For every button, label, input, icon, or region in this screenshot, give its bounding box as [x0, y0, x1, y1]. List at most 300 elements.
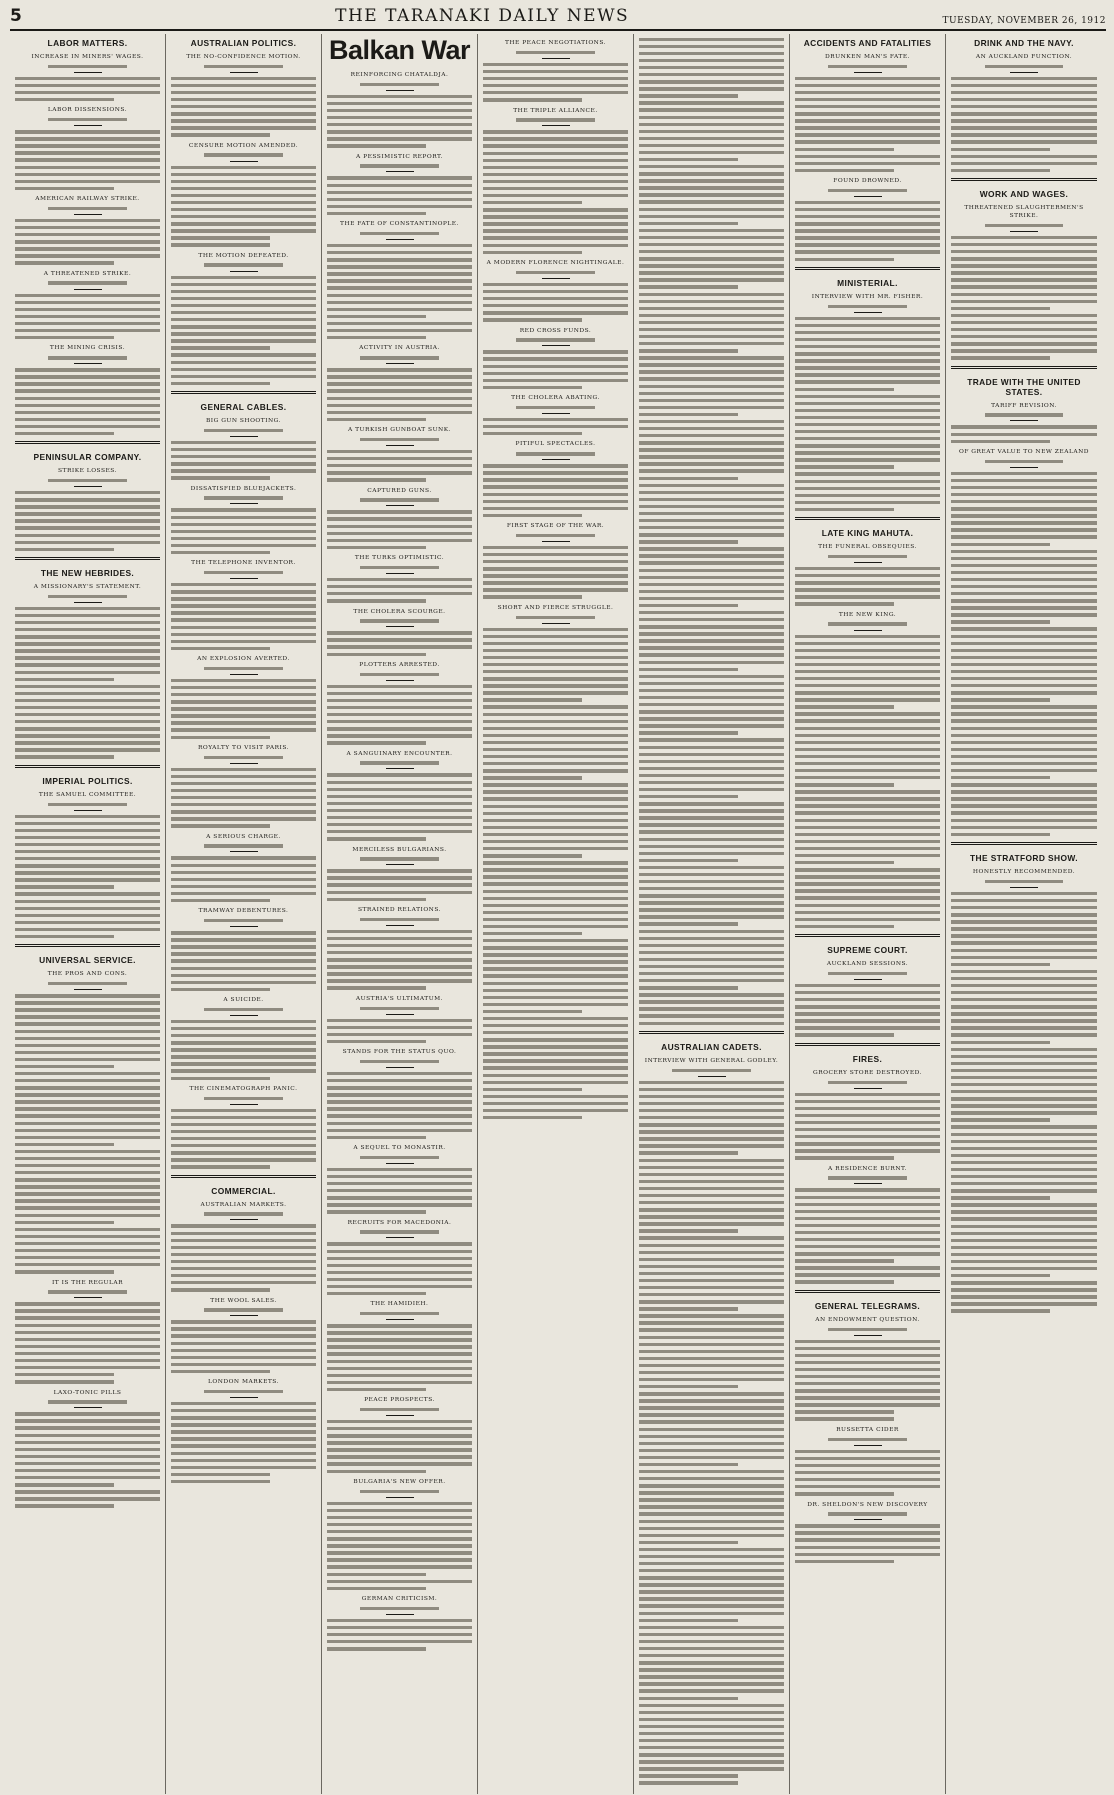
text-line — [795, 755, 940, 758]
text-line — [15, 1490, 160, 1493]
text-line — [483, 201, 582, 204]
text-line — [483, 1081, 628, 1084]
text-line — [15, 836, 160, 839]
column-1 — [10, 34, 166, 1794]
text-line — [15, 541, 160, 544]
section-divider — [951, 842, 1097, 845]
text-line — [639, 1166, 784, 1169]
text-line — [795, 331, 940, 334]
rule — [386, 768, 414, 769]
text-line — [951, 635, 1097, 638]
text-line — [951, 977, 1097, 980]
byline — [48, 207, 126, 210]
text-line — [639, 561, 784, 564]
text-line — [639, 385, 784, 388]
text-line — [951, 98, 1097, 101]
text-line — [171, 91, 316, 94]
text-line — [639, 1760, 784, 1763]
text-line — [483, 166, 628, 169]
byline — [360, 619, 438, 622]
text-line — [15, 1270, 114, 1273]
text-line — [171, 803, 316, 806]
text-line — [795, 804, 940, 807]
text-line — [795, 208, 940, 211]
paper-title: THE TARANAKI DAILY NEWS — [335, 6, 630, 26]
text-line — [795, 649, 940, 652]
text-line — [639, 583, 784, 586]
byline — [204, 65, 282, 68]
text-line — [483, 507, 628, 510]
text-line — [483, 1024, 628, 1027]
text-line — [795, 77, 940, 80]
text-line — [639, 335, 784, 338]
text-line — [639, 257, 784, 260]
text-line — [639, 38, 784, 41]
text-line — [951, 1041, 1050, 1044]
text-line — [327, 464, 472, 467]
text-line — [15, 130, 160, 133]
text-line — [327, 1640, 472, 1643]
text-line — [483, 546, 628, 549]
text-line — [795, 1471, 940, 1474]
text-line — [15, 187, 114, 190]
text-line — [327, 1136, 426, 1139]
section-divider — [795, 517, 940, 520]
text-line — [483, 691, 628, 694]
text-line — [327, 123, 472, 126]
text-line — [171, 1151, 316, 1154]
text-line — [483, 960, 628, 963]
text-line — [639, 1300, 784, 1303]
rule — [386, 239, 414, 240]
subheading: THE CHOLERA ABATING. — [511, 395, 600, 402]
subheading: THE NEW KING. — [838, 611, 897, 618]
text-line — [483, 159, 628, 162]
subheading: THE HAMIDIEH. — [370, 1301, 429, 1308]
text-line — [795, 112, 940, 115]
text-line — [951, 819, 1097, 822]
text-line — [483, 574, 628, 577]
text-line — [639, 1116, 784, 1119]
text-line — [795, 1464, 940, 1467]
text-line — [951, 493, 1097, 496]
text-line — [639, 1081, 784, 1084]
rule — [74, 1407, 102, 1408]
text-line — [483, 982, 628, 985]
text-line — [795, 430, 940, 433]
text-line — [639, 1484, 784, 1487]
text-line — [483, 173, 628, 176]
text-line — [639, 80, 784, 83]
text-line — [639, 1576, 784, 1579]
text-line — [795, 1347, 940, 1350]
text-line — [639, 1201, 784, 1204]
byline — [360, 857, 438, 860]
byline — [48, 803, 126, 806]
subheading: A SERIOUS CHARGE. — [206, 833, 281, 840]
text-line — [483, 229, 628, 232]
subheading: THE FATE OF CONSTANTINOPLE. — [340, 221, 459, 228]
text-line — [483, 311, 628, 314]
text-line — [15, 692, 160, 695]
text-line — [639, 972, 784, 975]
subheading: THREATENED SLAUGHTERMEN'S STRIKE. — [964, 205, 1084, 220]
text-line — [951, 578, 1097, 581]
text-line — [327, 286, 472, 289]
column-4 — [478, 34, 634, 1794]
text-line — [171, 208, 316, 211]
rule — [74, 1297, 102, 1298]
text-line — [15, 892, 160, 895]
text-line — [15, 1185, 160, 1188]
text-line — [483, 553, 628, 556]
text-line — [15, 226, 160, 229]
text-line — [327, 1441, 472, 1444]
text-line — [483, 425, 628, 428]
text-line — [639, 87, 784, 90]
text-line — [15, 1065, 114, 1068]
text-line — [327, 869, 472, 872]
text-line — [171, 626, 316, 629]
text-line — [15, 1448, 160, 1451]
text-line — [795, 1375, 940, 1378]
text-line — [171, 476, 270, 479]
text-line — [327, 1033, 472, 1036]
section-heading: GENERAL TELEGRAMS. — [814, 1300, 921, 1311]
rule — [230, 1104, 258, 1105]
text-line — [483, 953, 628, 956]
text-line — [327, 322, 472, 325]
rule — [74, 72, 102, 73]
text-line — [15, 418, 160, 421]
subheading: A MODERN FLORENCE NIGHTINGALE. — [486, 260, 625, 267]
subheading: STRAINED RELATIONS. — [357, 907, 442, 914]
text-line — [639, 151, 784, 154]
text-line — [171, 981, 316, 984]
text-line — [327, 1367, 472, 1370]
text-line — [171, 1246, 316, 1249]
text-line — [171, 1444, 316, 1447]
text-line — [15, 247, 160, 250]
text-line — [171, 325, 316, 328]
text-line — [483, 418, 628, 421]
text-line — [795, 741, 940, 744]
byline — [48, 65, 126, 68]
byline — [48, 118, 126, 121]
text-line — [795, 677, 940, 680]
text-line — [15, 301, 160, 304]
subheading: DR. SHELDON'S NEW DISCOVERY — [807, 1501, 928, 1508]
subheading: GERMAN CRITICISM. — [361, 1596, 438, 1603]
text-line — [795, 833, 940, 836]
text-line — [327, 816, 472, 819]
text-line — [327, 308, 472, 311]
text-line — [639, 236, 784, 239]
text-line — [951, 606, 1097, 609]
text-line — [327, 1086, 472, 1089]
text-line — [639, 130, 784, 133]
text-line — [171, 448, 316, 451]
text-line — [951, 162, 1097, 165]
text-line — [15, 642, 160, 645]
text-line — [15, 935, 114, 938]
text-line — [327, 979, 472, 982]
text-line — [639, 724, 784, 727]
text-line — [15, 871, 160, 874]
text-line — [171, 1349, 316, 1352]
text-line — [951, 1161, 1097, 1164]
text-line — [171, 1409, 316, 1412]
text-line — [15, 534, 160, 537]
text-line — [795, 1012, 940, 1015]
text-line — [951, 1196, 1050, 1199]
text-line — [327, 741, 426, 744]
text-line — [951, 705, 1097, 708]
text-line — [327, 471, 472, 474]
text-line — [639, 208, 784, 211]
rule — [74, 363, 102, 364]
text-line — [15, 1206, 160, 1209]
text-line — [639, 123, 784, 126]
text-line — [15, 671, 160, 674]
text-line — [327, 294, 472, 297]
text-line — [327, 1587, 426, 1590]
text-line — [171, 368, 316, 371]
rule — [230, 271, 258, 272]
text-line — [171, 1281, 316, 1284]
text-line — [795, 1560, 894, 1563]
text-line — [171, 516, 316, 519]
subheading: CAPTURED GUNS. — [367, 487, 432, 494]
subheading: RED CROSS FUNDS. — [519, 327, 592, 334]
text-line — [15, 519, 160, 522]
text-line — [171, 864, 316, 867]
text-line — [327, 1573, 426, 1576]
text-line — [327, 727, 472, 730]
text-line — [639, 222, 738, 225]
text-line — [15, 294, 160, 297]
text-line — [483, 755, 628, 758]
text-line — [951, 243, 1097, 246]
text-line — [795, 472, 940, 475]
text-line — [639, 1222, 784, 1225]
text-line — [171, 1423, 316, 1426]
text-line — [483, 1109, 628, 1112]
text-line — [639, 427, 784, 430]
text-line — [327, 1537, 472, 1540]
text-line — [639, 1505, 784, 1508]
text-line — [15, 720, 160, 723]
text-line — [639, 229, 784, 232]
text-line — [327, 1502, 472, 1505]
text-line — [171, 899, 270, 902]
text-line — [171, 441, 316, 444]
text-line — [639, 1654, 784, 1657]
rule — [230, 1397, 258, 1398]
subheading: THE SAMUEL COMMITTEE. — [38, 791, 137, 798]
text-line — [171, 112, 316, 115]
rule — [386, 680, 414, 681]
text-line — [639, 1689, 784, 1692]
text-line — [639, 1498, 784, 1501]
text-line — [171, 1430, 316, 1433]
text-line — [483, 215, 628, 218]
section-heading: THE NEW HEBRIDES. — [40, 568, 135, 579]
text-line — [639, 753, 784, 756]
text-line — [327, 592, 472, 595]
text-line — [951, 719, 1097, 722]
text-line — [483, 464, 628, 467]
byline — [516, 338, 594, 341]
byline — [48, 479, 126, 482]
byline — [516, 534, 594, 537]
text-line — [639, 1697, 738, 1700]
text-line — [795, 918, 940, 921]
text-line — [327, 1203, 472, 1206]
text-line — [327, 301, 472, 304]
text-line — [171, 611, 316, 614]
text-line — [171, 885, 316, 888]
text-line — [15, 1058, 160, 1061]
text-line — [483, 1052, 628, 1055]
rule — [230, 436, 258, 437]
text-line — [639, 675, 784, 678]
text-line — [15, 907, 160, 910]
text-line — [171, 768, 316, 771]
text-line — [171, 126, 316, 129]
text-line — [483, 727, 628, 730]
text-line — [795, 155, 940, 158]
subheading: ROYALTY TO VISIT PARIS. — [197, 744, 290, 751]
text-line — [327, 1072, 472, 1075]
text-line — [327, 1026, 472, 1029]
text-line — [327, 198, 472, 201]
text-line — [951, 1125, 1097, 1128]
text-line — [951, 1288, 1097, 1291]
text-line — [795, 635, 940, 638]
text-line — [639, 1619, 738, 1622]
text-line — [795, 229, 940, 232]
text-line — [327, 965, 472, 968]
text-line — [951, 677, 1097, 680]
text-line — [639, 243, 784, 246]
text-line — [639, 293, 784, 296]
text-line — [639, 1675, 784, 1678]
text-line — [639, 469, 784, 472]
text-line — [795, 1403, 940, 1406]
text-line — [951, 899, 1097, 902]
text-line — [15, 727, 160, 730]
text-line — [327, 795, 472, 798]
rule — [386, 1067, 414, 1068]
text-line — [639, 1668, 784, 1671]
text-line — [15, 1426, 160, 1429]
text-line — [795, 1033, 894, 1036]
text-line — [483, 137, 628, 140]
byline — [204, 263, 282, 266]
text-line — [483, 318, 582, 321]
rule — [542, 58, 570, 59]
text-line — [171, 967, 316, 970]
text-line — [795, 670, 940, 673]
text-line — [483, 790, 628, 793]
text-line — [15, 261, 114, 264]
text-line — [327, 578, 472, 581]
text-line — [483, 588, 628, 591]
text-line — [795, 656, 940, 659]
text-line — [795, 896, 940, 899]
text-line — [171, 1402, 316, 1405]
text-line — [15, 389, 160, 392]
text-line — [15, 240, 160, 243]
text-line — [327, 368, 472, 371]
text-line — [483, 283, 628, 286]
text-line — [327, 397, 472, 400]
text-line — [327, 116, 472, 119]
text-line — [639, 1364, 784, 1367]
text-line — [639, 944, 784, 947]
text-line — [15, 1100, 160, 1103]
subheading: RUSSETTA CIDER — [836, 1426, 899, 1433]
text-line — [639, 1187, 784, 1190]
text-line — [639, 859, 738, 862]
text-line — [171, 1109, 316, 1112]
text-line — [327, 951, 472, 954]
byline — [360, 164, 438, 167]
text-line — [483, 471, 628, 474]
text-line — [639, 1350, 784, 1353]
text-line — [639, 682, 784, 685]
text-line — [15, 1476, 160, 1479]
text-line — [171, 194, 316, 197]
masthead — [10, 6, 1106, 31]
text-line — [171, 105, 316, 108]
text-line — [951, 514, 1097, 517]
text-line — [639, 1272, 784, 1275]
text-line — [327, 699, 472, 702]
rule — [854, 1519, 882, 1520]
text-line — [327, 1470, 426, 1473]
text-line — [171, 243, 270, 246]
text-line — [639, 1520, 784, 1523]
text-line — [639, 1739, 784, 1742]
text-line — [639, 1357, 784, 1360]
text-line — [15, 699, 160, 702]
text-line — [15, 713, 160, 716]
text-line — [15, 815, 160, 818]
text-line — [483, 649, 628, 652]
text-line — [327, 411, 472, 414]
text-line — [639, 1746, 784, 1749]
text-line — [639, 1562, 784, 1565]
text-line — [483, 357, 628, 360]
text-line — [327, 315, 426, 318]
subheading: MERCILESS BULGARIANS. — [352, 846, 447, 853]
text-line — [795, 133, 940, 136]
byline — [828, 972, 906, 975]
text-line — [951, 1055, 1097, 1058]
text-line — [327, 1129, 472, 1132]
rule — [386, 864, 414, 865]
text-line — [795, 663, 940, 666]
text-line — [639, 809, 784, 812]
text-line — [15, 1504, 114, 1507]
text-line — [171, 728, 316, 731]
rule — [386, 1415, 414, 1416]
text-line — [327, 1168, 472, 1171]
text-line — [171, 700, 316, 703]
text-line — [795, 352, 940, 355]
